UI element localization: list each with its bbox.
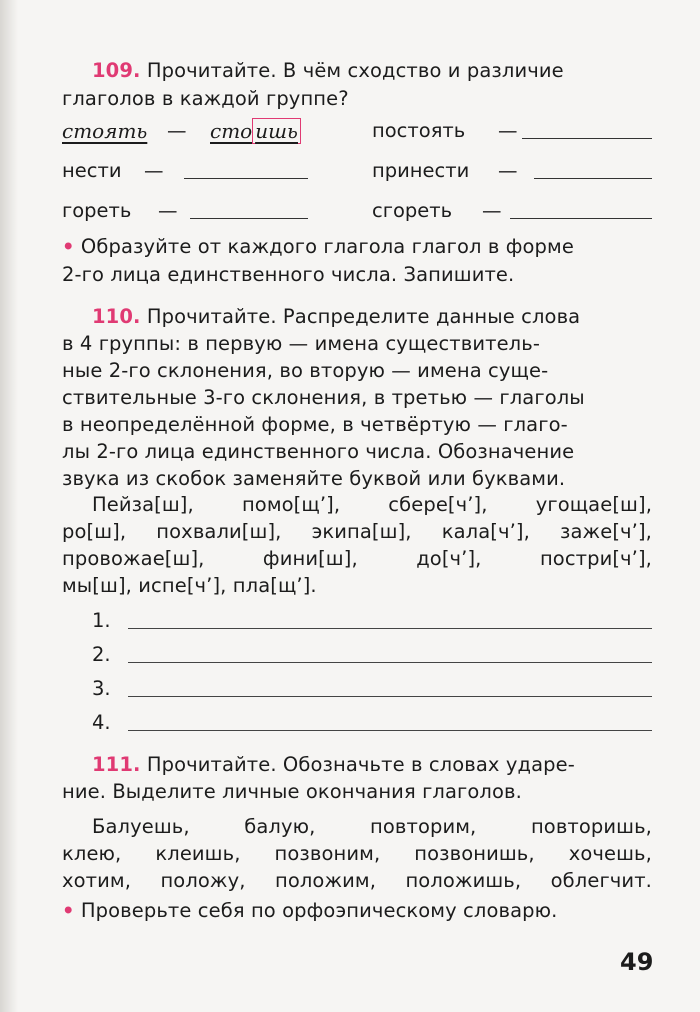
ex110-line6: лы 2-го лица единственного числа. Обозначение — [62, 440, 575, 463]
answer-blank[interactable] — [190, 200, 308, 219]
ex109-task-line1: • Образуйте от каждого глагола глагол в форме — [62, 235, 574, 258]
handwritten-answer: сто ишь — [210, 118, 301, 144]
answer-label-4: 4. — [92, 711, 111, 734]
ex110-words-row-1: Пейза[ш], помо[щ’], сбере[ч’], угощае[ш], — [92, 493, 652, 516]
ex110-line4: ствительные 3-го склонения, в третью — глаголы — [62, 386, 585, 409]
ex110-line5: в неопределённой форме, в четвёртую — глаго- — [62, 413, 568, 436]
ex110-line2: в 4 группы: в первую — имена существитель- — [62, 332, 540, 355]
answer-label-1: 1. — [92, 609, 111, 632]
ex111-words-row-3: хотим, положу, положим, положишь, облегчит. — [62, 869, 652, 892]
answer-line-1[interactable] — [128, 628, 652, 629]
ex110-line1: 110. Прочитайте. Распределите данные слова — [92, 305, 581, 328]
ex109-pair-row-1: стоять — сто ишь постоять — — [62, 118, 652, 144]
task-bullet: • — [62, 235, 75, 258]
ending-box: ишь — [252, 118, 301, 144]
ex109-pair-row-3: гореть — сгореть — — [62, 198, 652, 224]
ex110-words-row-4: мы[ш], испе[ч’], пла[щ’]. — [62, 574, 317, 597]
answer-label-3: 3. — [92, 677, 111, 700]
answer-line-3[interactable] — [128, 696, 652, 697]
answer-blank[interactable] — [534, 160, 652, 179]
ex109-intro-line2: глаголов в каждой группе? — [62, 87, 349, 110]
ex109-pair-row-2: нести — принести — — [62, 158, 652, 184]
answer-blank[interactable] — [510, 200, 652, 219]
answer-label-2: 2. — [92, 643, 111, 666]
answer-line-4[interactable] — [128, 730, 652, 731]
ex111-words-row-2: клею, клеишь, позвоним, позвонишь, хочешь, — [62, 842, 652, 865]
ex111-words-row-1: Балуешь, балую, повторим, повторишь, — [92, 815, 652, 838]
ex110-number: 110. — [92, 305, 141, 328]
ex111-task: • Проверьте себя по орфоэпическому словарю. — [62, 899, 558, 922]
ex110-line3: ные 2-го склонения, во вторую — имена суще- — [62, 359, 549, 382]
task-bullet: • — [62, 899, 75, 922]
ex109-number: 109. — [92, 59, 141, 82]
answer-blank[interactable] — [522, 120, 652, 139]
handwritten-word: стоять — [62, 119, 148, 143]
ex111-number: 111. — [92, 753, 141, 776]
ex110-words-row-3: провожае[ш], фини[ш], до[ч’], постри[ч’], — [62, 547, 652, 570]
page-number: 49 — [620, 948, 654, 976]
ex110-words-row-2: ро[ш], похвали[ш], экипа[ш], кала[ч’], заже[ч’], — [62, 520, 652, 543]
ex111-intro-line1: 111. Прочитайте. Обозначьте в словах ударе- — [92, 753, 575, 776]
answer-line-2[interactable] — [128, 662, 652, 663]
answer-blank[interactable] — [184, 160, 308, 179]
ex110-line7: звука из скобок заменяйте буквой или буквами. — [62, 467, 566, 490]
ex111-intro-line2: ние. Выделите личные окончания глаголов. — [62, 780, 522, 803]
ex109-intro-line1: 109. Прочитайте. В чём сходство и различие — [92, 59, 564, 82]
ex109-task-line2: 2-го лица единственного числа. Запишите. — [62, 263, 515, 286]
page-fold-shadow — [0, 0, 18, 1012]
